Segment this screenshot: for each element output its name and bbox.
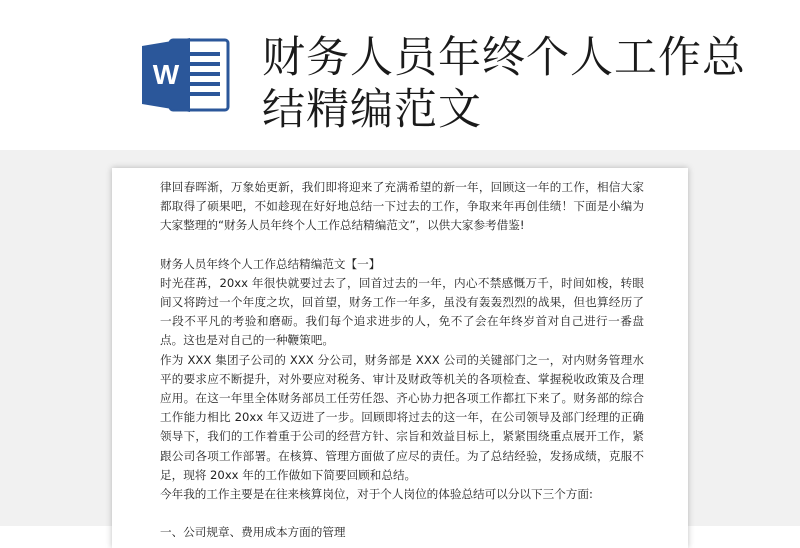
paragraph-gap	[160, 236, 644, 255]
paragraph-3: 今年我的工作主要是在往来核算岗位，对于个人岗位的体验总结可以分以下三个方面:	[160, 487, 593, 502]
section-title: 财务人员年终个人工作总结精编范文【一】	[160, 256, 381, 271]
paragraph-2: 作为 XXX 集团子公司的 XXX 分公司，财务部是 XXX 公司的关键部门之一，对内财务管理水平的要求应不断提升，对外要应对税务、审计及财政等机关的各项检查、掌握税收政策及合理应用。在这一年里全体财务部员工任劳任怨、齐心协力把各项工作都扛下来了。财务部的综合工作能力相比 20xx 年又迈进了一步。回顾即将过去的这一年，在公司领导及部门经理的正确领导下，我们的工作着重于公司的经营方针、宗旨和效益目标上，紧紧围绕重点展开工作，紧跟公司各项工作部署。在核算、管理方面做了应尽的责任。为了总结经验，发扬成绩，克服不足，现将 20xx 年的工作做如下简要回顾和总结。	[160, 352, 644, 482]
intro-paragraph: 律回春晖渐，万象始更新，我们即将迎来了充满希望的新一年，回顾这一年的工作，相信大家都取得了硕果吧，不如趁现在好好地总结一下过去的工作，争取来年再创佳绩！下面是小编为大家整理的“财务人员年终个人工作总结精编范文”，以供大家参考借鉴!	[160, 180, 644, 233]
page-title: 财务人员年终个人工作总结精编范文	[262, 33, 746, 135]
paragraph-1: 时光荏苒，20xx 年很快就要过去了，回首过去的一年，内心不禁感慨万千，时间如梭，转眼间又将跨过一个年度之坎，回首望，财务工作一年多，虽没有轰轰烈烈的战果，但也算经历了一段不平凡的考验和磨砺。我们每个追求进步的人，免不了会在年终岁首对自己进行一番盘点。这也是对自己的一种鞭策吧。	[160, 275, 644, 348]
word-icon-letter: W	[152, 59, 180, 90]
word-document-icon	[140, 34, 230, 114]
document-content	[160, 178, 644, 542]
header-banner	[0, 0, 800, 150]
heading-1: 一、公司规章、费用成本方面的管理	[160, 525, 346, 540]
paragraph-gap	[160, 504, 644, 523]
